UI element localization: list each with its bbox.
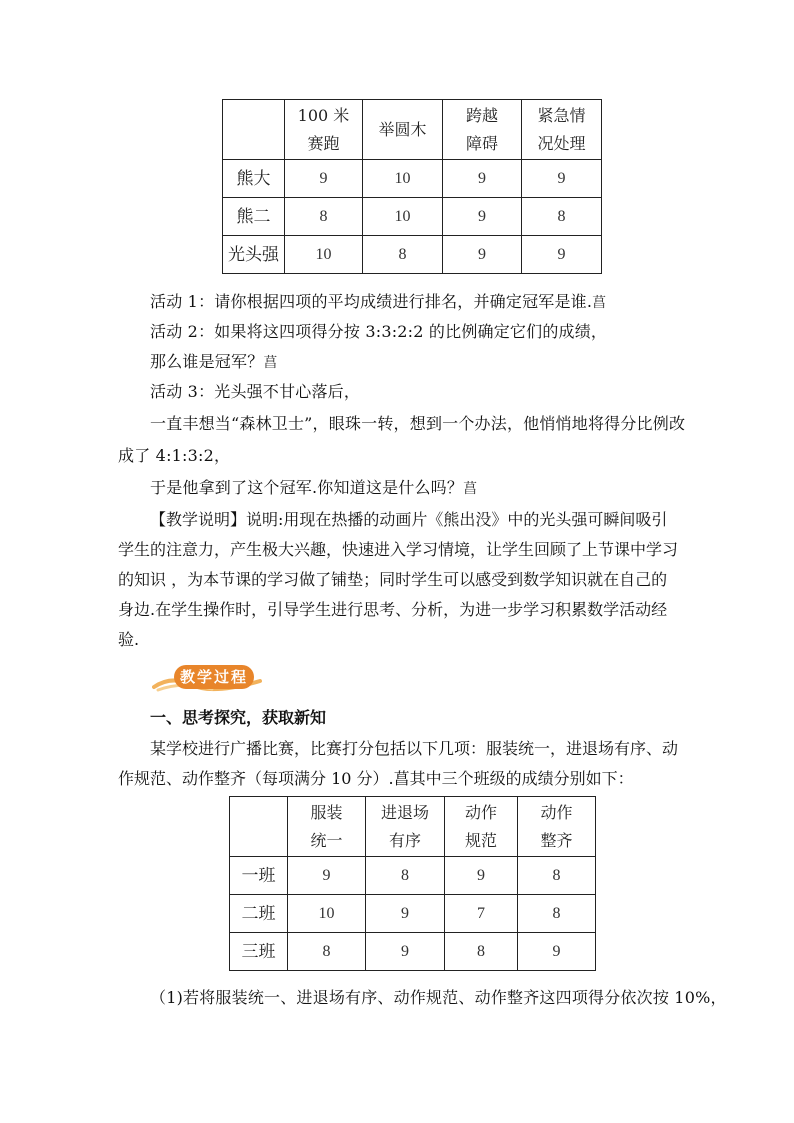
table-row [223,160,602,198]
score-cell: 8 [366,857,445,895]
score-cell: 9 [366,933,445,971]
header-cell [445,797,518,857]
header-line: 统一 [310,830,343,850]
row-name: 熊二 [223,198,285,236]
row-name: 熊大 [223,160,285,198]
header-line: 跨越 [465,105,498,125]
activity-2-question: 那么谁是冠军？ [150,352,264,371]
header-line: 赛跑 [307,133,340,153]
score-cell: 10 [285,236,363,274]
score-cell: 8 [518,857,596,895]
margin-mark: 菖 [463,481,478,497]
table-row [230,933,596,971]
header-cell [288,797,366,857]
corner-cell [223,100,285,160]
row-name: 一班 [230,857,288,895]
intro-paragraph: 某学校进行广播比赛，比赛打分包括以下几项：服装统一，进退场有序、动作规范、动作整齐（每项满分 10 分）.菖其中三个班级的成绩分别如下： [118,739,679,788]
table-row [223,236,602,274]
header-line: 况处理 [537,133,586,153]
score-cell: 9 [443,160,522,198]
header-cell [285,100,363,160]
header-line: 举圆木 [378,119,427,139]
score-cell: 9 [522,236,602,274]
header-line: 进退场 [380,802,429,822]
score-cell: 9 [522,160,602,198]
score-cell: 10 [363,160,443,198]
header-line: 动作 [540,802,573,822]
question-1: （1)若将服装统一、进退场有序、动作规范、动作整齐这四项得分依次按 10%， [150,988,727,1007]
teaching-note: 【教学说明】说明:用现在热播的动画片《熊出没》中的光头强可瞬间吸引学生的注意力，产生极大兴趣，快速进入学习情境，让学生回顾了上节课中学习的知识 ，为本节课的学习做了铺垫；同时学生可以感受到数学知识就在自己的身边.在学生操作时，引导学生进行思考、分析，为进一步学习积累数学活动经验. [118,510,679,649]
header-line: 100 米 [297,105,350,125]
header-line: 规范 [464,830,497,850]
table-row [230,895,596,933]
table-row [230,857,596,895]
activity-1-text: 活动 1：请你根据四项的平均成绩进行排名，并确定冠军是谁. [150,292,593,311]
activity-3-line3: 成了 4:1:3:2， [118,446,231,465]
table-row [223,198,602,236]
score-cell: 9 [288,857,366,895]
score-cell: 8 [363,236,443,274]
activity-2-line1: 活动 2：如果将这四项得分按 3:3:2:2 的比例确定它们的成绩， [150,322,608,341]
activity-2-line2 [150,349,278,372]
header-line: 服装 [310,802,343,822]
header-line: 紧急情 [537,105,586,125]
header-cell [363,100,443,160]
activity-3-question: 于是他拿到了这个冠军.你知道这是什么吗？ [150,478,464,497]
score-table-bears [222,99,602,274]
score-cell: 9 [518,933,596,971]
score-cell: 10 [363,198,443,236]
header-line: 障碍 [465,133,498,153]
header-cell [366,797,445,857]
row-name: 三班 [230,933,288,971]
activity-3-line4 [150,475,477,498]
header-line: 有序 [388,830,421,850]
score-cell: 8 [445,933,518,971]
header-line: 动作 [464,802,497,822]
activity-3-line2: 一直丰想当“森林卫士”，眼珠一转，想到一个办法，他悄悄地将得分比例改 [150,414,686,433]
score-cell: 9 [285,160,363,198]
activity-1 [150,289,606,312]
table-header-row [230,797,596,857]
corner-cell [230,797,288,857]
row-name: 光头强 [223,236,285,274]
score-cell: 9 [443,236,522,274]
table-header-row [223,100,602,160]
header-cell [522,100,602,160]
score-cell: 9 [445,857,518,895]
score-cell: 8 [522,198,602,236]
margin-mark: 菖 [592,295,607,311]
section-title: 一、思考探究，获取新知 [150,708,327,727]
header-line: 整齐 [540,830,573,850]
score-table-classes [229,796,596,971]
row-name: 二班 [230,895,288,933]
score-cell: 8 [288,933,366,971]
section-badge: 教学过程 [174,665,254,689]
activity-3-line1: 活动 3：光头强不甘心落后， [150,382,361,401]
score-cell: 9 [366,895,445,933]
score-cell: 10 [288,895,366,933]
score-cell: 8 [518,895,596,933]
header-cell [443,100,522,160]
margin-mark: 菖 [263,355,278,371]
score-cell: 9 [443,198,522,236]
score-cell: 8 [285,198,363,236]
header-cell [518,797,596,857]
score-cell: 7 [445,895,518,933]
